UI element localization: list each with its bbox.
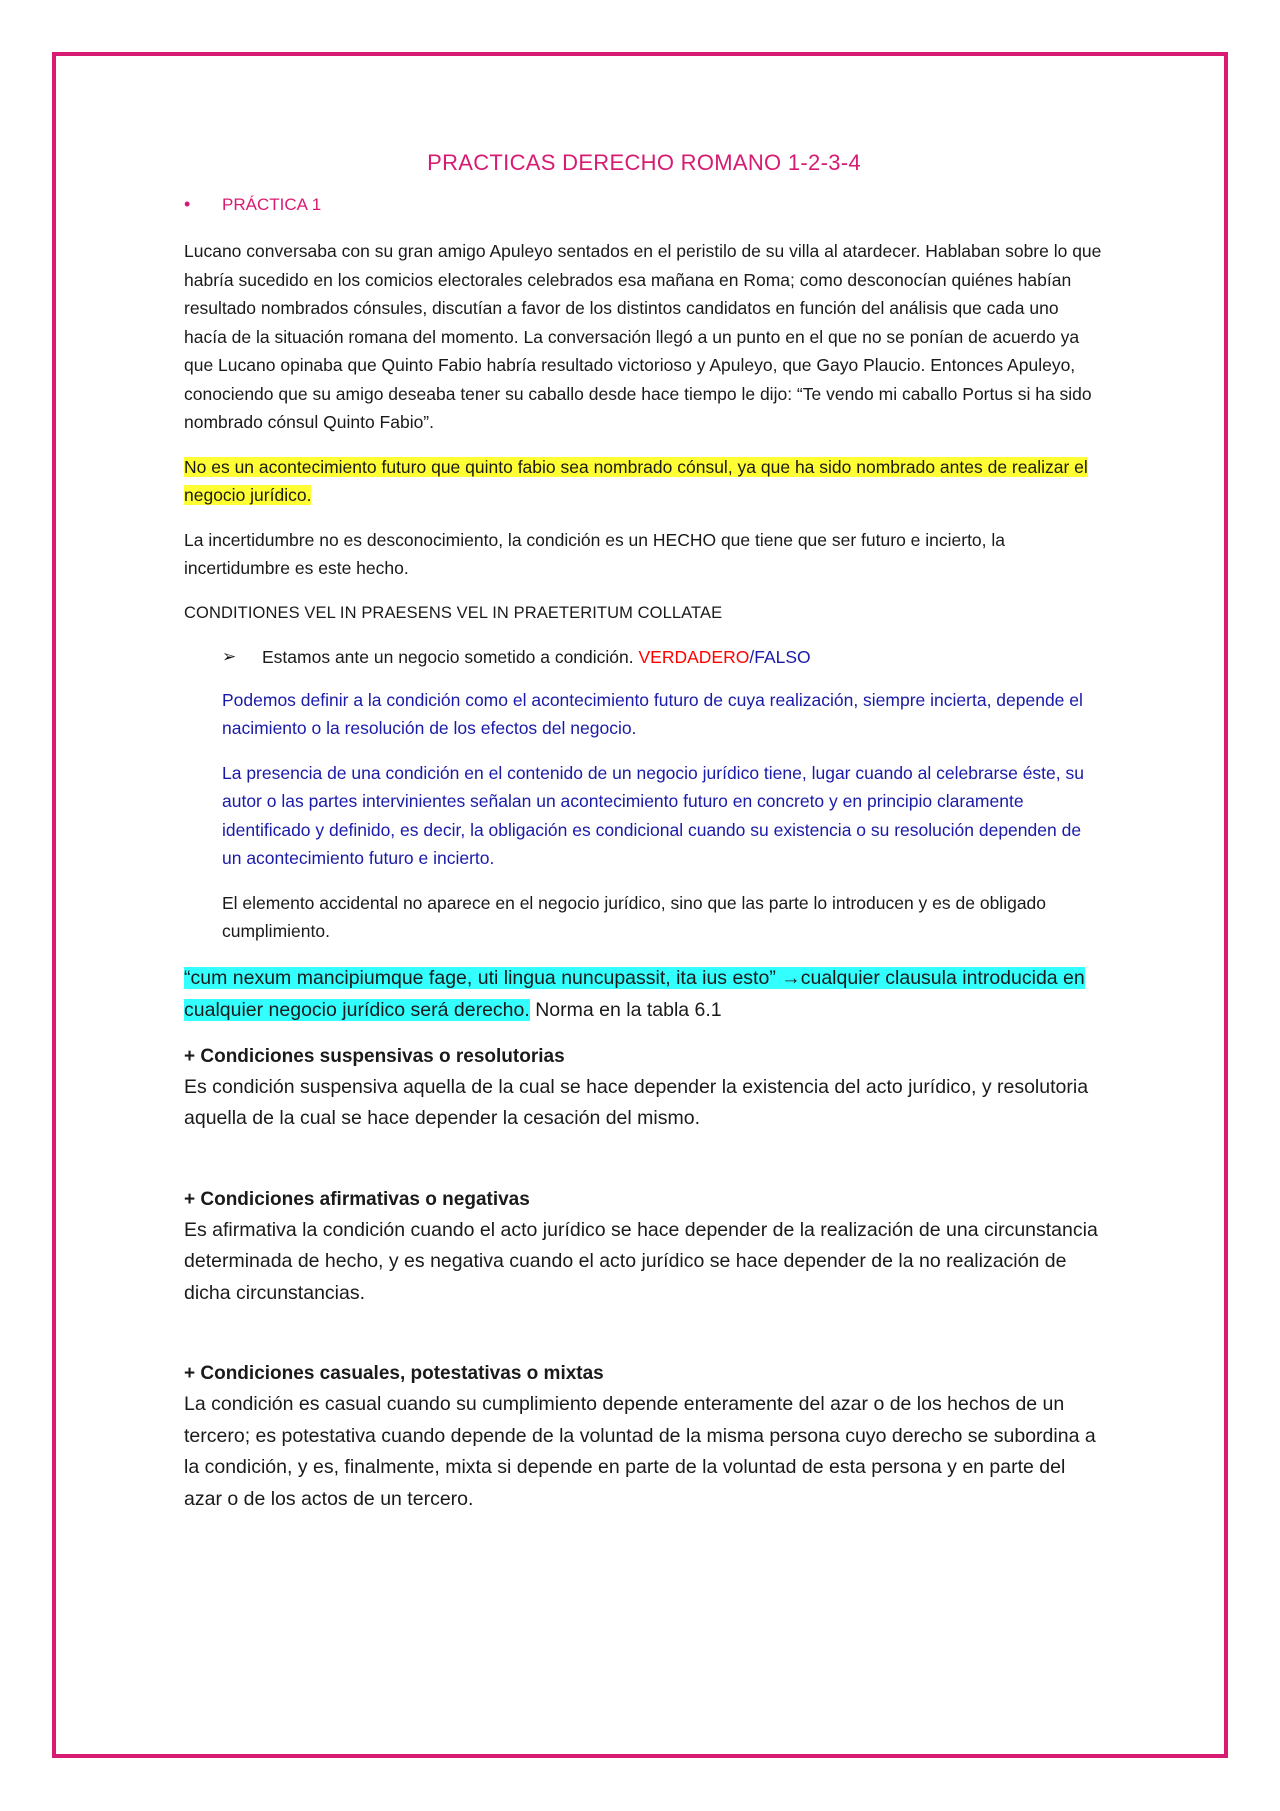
section-casual <box>184 1359 1104 1515</box>
arrow-bullet-icon: ➢ <box>222 647 237 666</box>
highlight-note <box>184 453 1104 510</box>
practice-heading <box>184 194 1104 215</box>
bullet-icon: • <box>184 194 191 214</box>
definition-paragraph-2: La presencia de una condición en el contenido de un negocio jurídico tiene, lugar cuando al celebrarse éste, su autor o las partes intervinientes señalan un acontecimiento futuro en concreto y en principio claramente identificado y definido, es decir, la obligación es condicional cuando su existencia o su resolución dependen de un acontecimiento futuro e incierto. <box>222 762 1084 868</box>
latin-quote <box>184 962 1104 1026</box>
section-body: La condición es casual cuando su cumplimiento depende enteramente del azar o de los hechos de un tercero; es potestativa cuando depende de la voluntad de la misma persona cuyo derecho se subordina a la condición, y es, finalmente, mixta si depende en parte de la voluntad de esta persona y en parte del azar o de los actos de un tercero. <box>184 1393 1096 1510</box>
highlight-note-text: No es un acontecimiento futuro que quinto fabio sea nombrado cónsul, ya que ha sido nombrado antes de realizar el negocio jurídico. <box>184 456 1088 505</box>
answer-separator: / <box>749 647 755 667</box>
latin-quote-reference: Norma en la tabla 6.1 <box>529 998 722 1021</box>
uncertainty-note: La incertidumbre no es desconocimiento, la condición es un HECHO que tiene que ser futuro e incierto, la incertidumbre es este hecho. <box>184 529 1006 578</box>
question-text <box>262 643 811 672</box>
section-heading: + Condiciones suspensivas o resolutorias <box>184 1045 565 1067</box>
answer-true-label: VERDADERO <box>638 647 750 667</box>
question-item <box>222 643 1104 672</box>
section-body: Es afirmativa la condición cuando el acto jurídico se hace depender de la realización de una circunstancia determinada de hecho, y es negativa cuando el acto jurídico se hace depender de la no realización de dicha circunstancias. <box>184 1218 1098 1304</box>
accidental-element-note: El elemento accidental no aparece en el negocio jurídico, sino que las parte lo introducen y es de obligado cumplimiento. <box>222 892 1047 941</box>
latin-heading: CONDITIONES VEL IN PRAESENS VEL IN PRAETERITUM COLLATAE <box>184 603 723 622</box>
section-heading: + Condiciones afirmativas o negativas <box>184 1188 530 1210</box>
section-suspensive <box>184 1042 1104 1135</box>
answer-false-label: FALSO <box>754 647 811 667</box>
document-title: PRACTICAS DERECHO ROMANO 1-2-3-4 <box>427 150 861 175</box>
definition-paragraph-1: Podemos definir a la condición como el acontecimiento futuro de cuya realización, siempre incierta, depende el nacimiento o la resolución de los efectos del negocio. <box>222 689 1083 738</box>
practice-heading-label: PRÁCTICA 1 <box>222 194 322 214</box>
question-statement: Estamos ante un negocio sometido a condición. <box>262 647 639 667</box>
case-statement: Lucano conversaba con su gran amigo Apuleyo sentados en el peristilo de su villa al atardecer. Hablaban sobre lo que habría sucedido en los comicios electorales celebrados esa mañana en Roma; como desconocían quiénes habían resultado nombrados cónsules, discutían a favor de los distintos candidatos en función del análisis que cada uno hacía de la situación romana del momento. La conversación llegó a un punto en el que no se ponían de acuerdo ya que Lucano opinaba que Quinto Fabio habría resultado victorioso y Apuleyo, que Gayo Plaucio. Entonces Apuleyo, conociendo que su amigo deseaba tener su caballo desde hace tiempo le dijo: “Te vendo mi caballo Portus si ha sido nombrado cónsul Quinto Fabio”. <box>184 241 1102 432</box>
section-affirmative <box>184 1185 1104 1310</box>
latin-quote-highlighted: “cum nexum mancipiumque fage, uti lingua nuncupassit, ita ius esto” →cualquier clausula introducida en cualquier negocio jurídico será derecho. <box>184 966 1085 1021</box>
document-content <box>184 150 1104 1565</box>
section-body: Es condición suspensiva aquella de la cual se hace depender la existencia del acto jurídico, y resolutoria aquella de la cual se hace depender la cesación del mismo. <box>184 1075 1089 1129</box>
section-heading: + Condiciones casuales, potestativas o mixtas <box>184 1363 604 1384</box>
